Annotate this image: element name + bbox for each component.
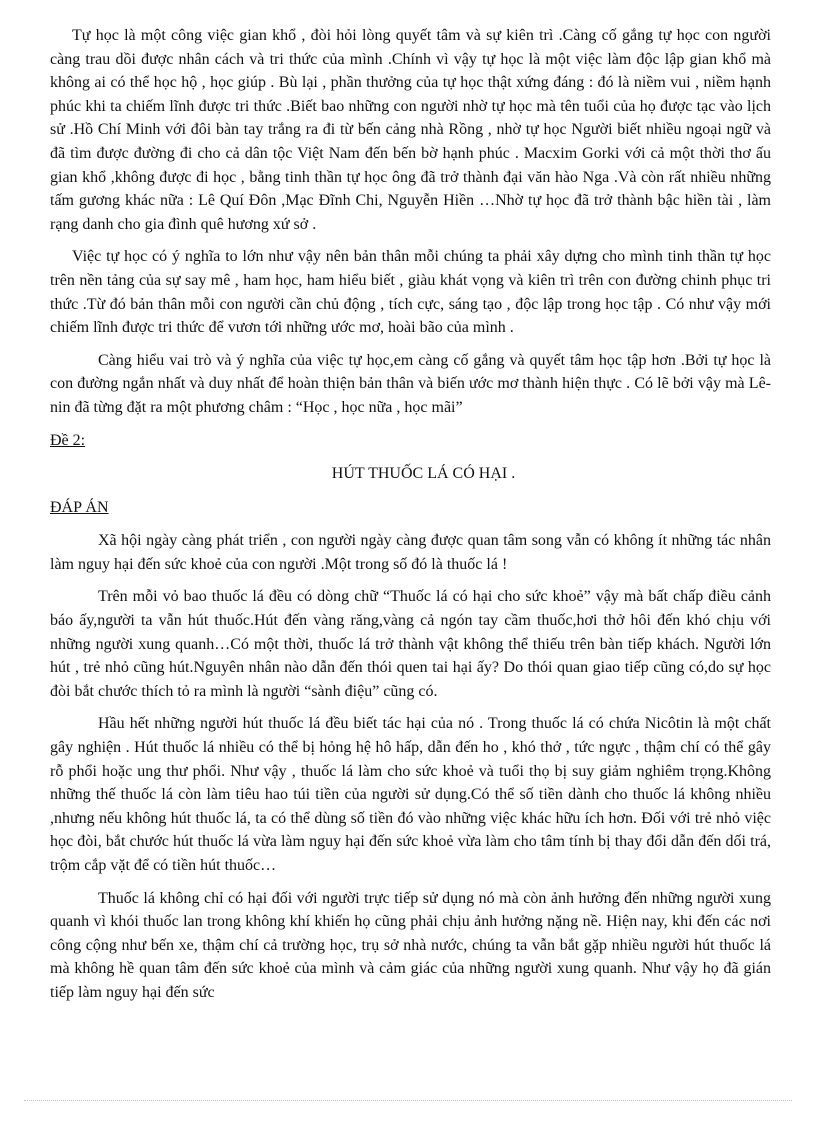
section-title: HÚT THUỐC LÁ CÓ HẠI . bbox=[331, 465, 516, 483]
page-bottom-divider bbox=[24, 1100, 792, 1101]
paragraph-self-study-meaning: Việc tự học có ý nghĩa to lớn như vậy nên bản thân mỗi chúng ta phải xây dựng cho mình tinh thần tự học trên nền tảng của sự say mê , ham học, ham hiểu biết , giàu khát vọng và kiên trì trên con đường chinh phục tri thức .Từ đó bản thân mỗi con người cần chủ động , tích cực, sáng tạo , độc lập trong học tập . Có như vậy mới chiếm lĩnh được tri thức để vươn tới những ước mơ, hoài bão của mình . bbox=[50, 248, 771, 337]
paragraph-self-study-intro: Tự học là một công việc gian khổ , đòi hỏi lòng quyết tâm và sự kiên trì .Càng cố gắng tự học con người càng trau dồi được nhân cách và tri thức của mình .Chính vì vậy tự học là một việc làm độc lập gian khổ mà không ai có thể học hộ , học giúp . Bù lại , phần thưởng của tự học thật xứng đáng : đó là niềm vui , niềm hạnh phúc khi ta chiếm lĩnh được tri thức .Biết bao những con người nhờ tự học mà tên tuổi của họ được tạc vào lịch sử .Hồ Chí Minh với đôi bàn tay trắng ra đi từ bến cảng nhà Rồng , nhờ tự học Người biết nhiều ngoại ngữ và đã tìm được đường đi cho cả dân tộc Việt Nam đến bến bờ hạnh phúc . Macxim Gorki với cả một thời thơ ấu gian khổ ,không được đi học , bằng tinh thần tự học ông đã trở thành đại văn hào Nga .Và còn rất nhiều những tấm gương khác nữa : Lê Quí Đôn ,Mạc Đĩnh Chi, Nguyễn Hiền …Nhờ tự học đã trở thành bậc hiền tài , làm rạng danh cho gia đình quê hương xứ sở . bbox=[50, 27, 771, 233]
paragraph-smoking-warning: Trên mỗi vỏ bao thuốc lá đều có dòng chữ “Thuốc lá có hại cho sức khoẻ” vậy mà bất chấp điều cảnh báo ấy,người ta vẫn hút thuốc.Hút đến vàng răng,vàng cả ngón tay cầm thuốc,hơi thở hôi đến khó chịu với những người xung quanh…Có một thời, thuốc lá trở thành vật không thể thiếu trên bàn tiếp khách. Người lớn hút , trẻ nhỏ cũng hút.Nguyên nhân nào dẫn đến thói quen tai hại ấy? Do thói quan giao tiếp cũng có,do sự học đòi bắt chước thích tỏ ra mình là người “sành điệu” cũng có. bbox=[50, 588, 771, 700]
section-label: Đề 2: bbox=[50, 431, 86, 449]
answer-label: ĐÁP ÁN bbox=[50, 498, 109, 516]
paragraph-smoking-harms: Hầu hết những người hút thuốc lá đều biết tác hại của nó . Trong thuốc lá có chứa Nicôtin là một chất gây nghiện . Hút thuốc lá nhiều có thể bị hỏng hệ hô hấp, dẫn đến ho , khó thở , tức ngực , thậm chí có thể gây rỗ phổi hoặc ung thư phổi. Như vậy , thuốc lá làm cho sức khoẻ và tuổi thọ bị suy giảm nghiêm trọng.Không những thế thuốc lá còn làm tiêu hao túi tiền của người sử dụng.Có thể số tiền dành cho thuốc lá không nhiều ,nhưng nếu không hút thuốc lá, ta có thể dùng số tiền đó vào những việc khác hữu ích hơn. Đối với trẻ nhỏ việc học đòi, bắt chước hút thuốc lá vừa làm nguy hại đến sức khoẻ vừa làm cho tâm tính bị thay đổi dẫn đến dối trá, trộm cắp vặt để có tiền hút thuốc… bbox=[50, 715, 771, 874]
paragraph-smoking-others: Thuốc lá không chỉ có hại đối với người trực tiếp sử dụng nó mà còn ảnh hưởng đến những người xung quanh vì khói thuốc lan trong không khí khiến họ cũng phải chịu ảnh hưởng nặng nề. Hiện nay, khi đến các nơi công cộng như bến xe, thậm chí cả trường học, trụ sở nhà nước, chúng ta vẫn bắt gặp nhiều người hút thuốc lá mà không hề quan tâm đến sức khoẻ của mình và cảm giác của những người xung quanh. Như vậy họ đã gián tiếp làm nguy hại đến sức bbox=[50, 889, 771, 1001]
paragraph-smoking-intro: Xã hội ngày càng phát triển , con người ngày càng được quan tâm song vẫn có không ít những tác nhân làm nguy hại đến sức khoẻ của con người .Một trong số đó là thuốc lá ! bbox=[50, 532, 771, 573]
document-page bbox=[50, 24, 771, 1014]
paragraph-self-study-conclusion: Càng hiểu vai trò và ý nghĩa của việc tự học,em càng cố gắng và quyết tâm học tập hơn .Bởi tự học là con đường ngắn nhất và duy nhất để hoàn thiện bản thân và biến ước mơ thành hiện thực . Có lẽ bởi vậy mà Lê-nin đã từng đặt ra một phương châm : “Học , học nữa , học mãi” bbox=[50, 351, 771, 416]
